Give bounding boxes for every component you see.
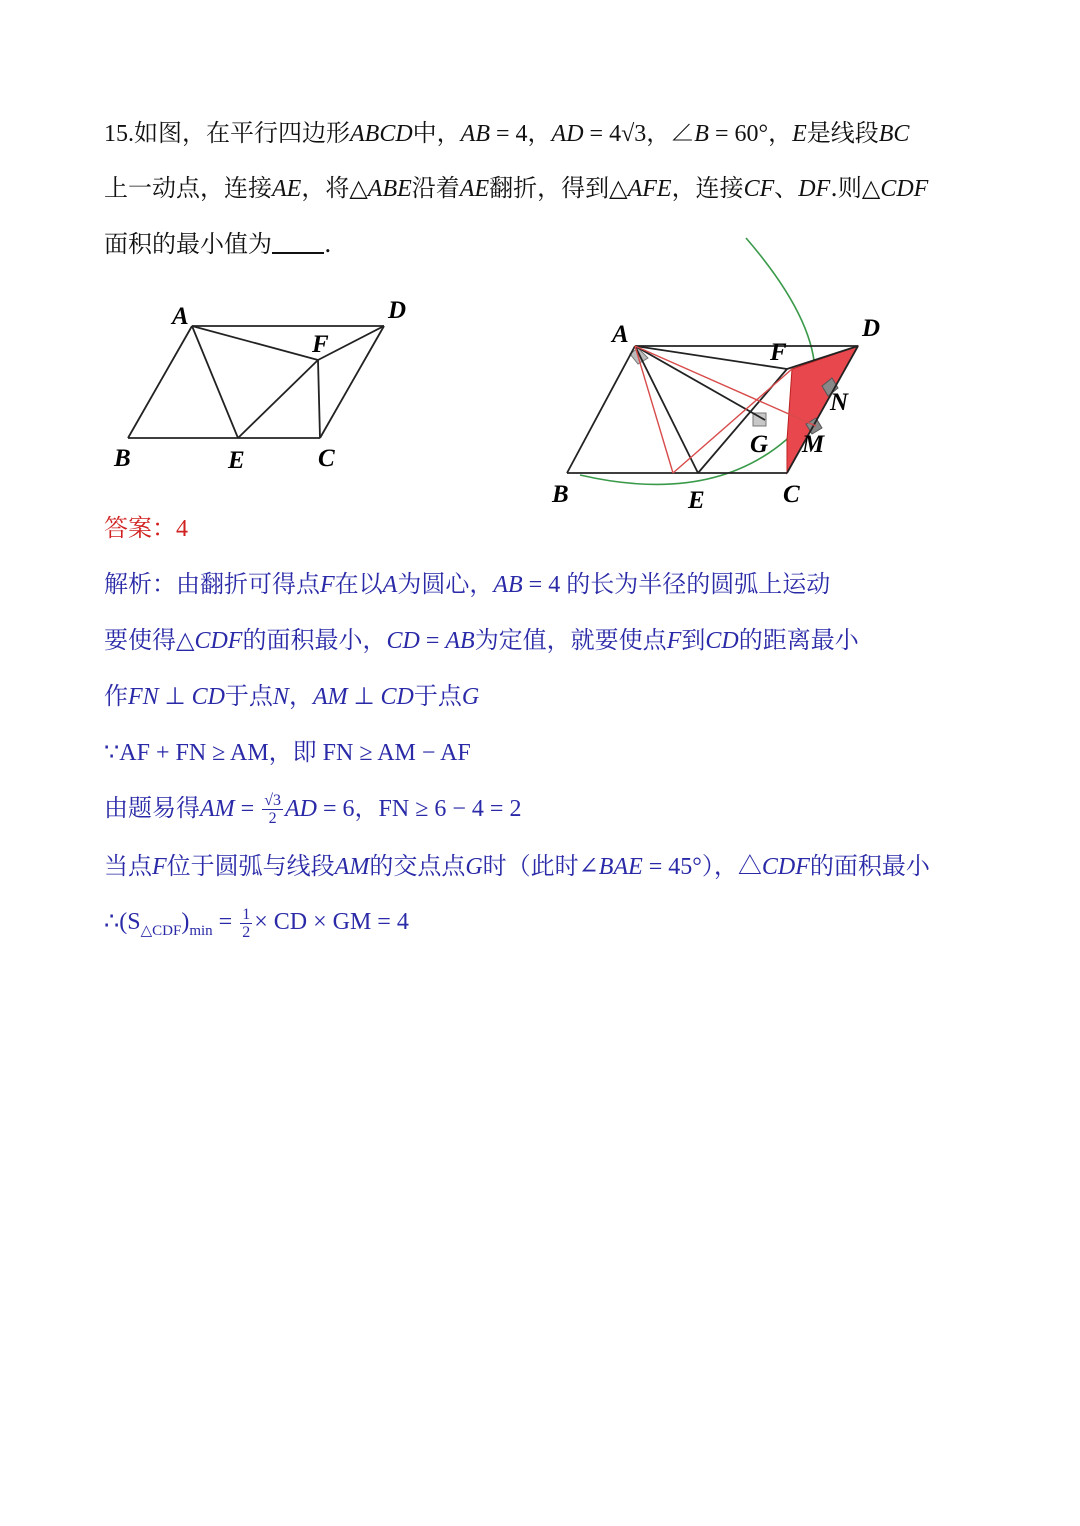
answer-blank	[272, 232, 324, 254]
figure-2	[540, 230, 900, 520]
solution-line-3: 作FN ⊥ CD于点N，AM ⊥ CD于点G	[104, 682, 480, 710]
answer-line: 答案：4	[104, 514, 188, 542]
solution-line-7: $\therefore(S_{\triangle CDF})_{min}$ = $\frac{1}{2}$ × CD × GM = 4	[104, 906, 409, 941]
fig2-label-g: G	[750, 431, 769, 458]
solution-line-1: 解析：由翻折可得点F在以A为圆心，AB = 4 的长为半径的圆弧上运动	[104, 570, 831, 598]
fig1-label-e: E	[228, 447, 245, 474]
fig2-label-m: M	[802, 431, 825, 458]
solution-line-4: ∵AF + FN ≥ AM，即 FN ≥ AM − AF	[104, 740, 471, 766]
fraction-one-half: $\frac{1}{2}$	[242, 906, 251, 941]
fraction-sqrt3-over-2: $\frac{√3}{2}$	[264, 792, 281, 827]
fig1-label-b: B	[114, 445, 131, 472]
fig1-label-c: C	[318, 445, 335, 472]
fig2-label-e: E	[688, 487, 705, 514]
fig2-label-d: D	[862, 315, 881, 342]
fig2-label-f: F	[770, 339, 787, 366]
fig1-label-a: A	[172, 303, 189, 330]
solution-line-5: 由题易得AM = $\frac{√3}{2}$ AD = 6，FN ≥ 6 − 4 = 2	[104, 792, 522, 827]
fig2-label-b: B	[552, 481, 569, 508]
fig2-label-n: N	[830, 389, 849, 416]
fig1-label-f: F	[312, 331, 329, 358]
solution-line-6: 当点F位于圆弧与线段AM的交点点G时（此时∠BAE = 45°），△CDF的面积最小	[104, 852, 930, 880]
fig1-label-d: D	[388, 297, 407, 324]
fig2-label-c: C	[783, 481, 800, 508]
problem-line-2: 上一动点，连接AE，将△ABE沿着AE翻折，得到△AFE，连接CF、DF.则△CDF	[104, 174, 929, 202]
problem-line-1: 15.如图，在平行四边形ABCD中，AB = 4，AD = 4√3，∠B = 60°，E是线段BC	[104, 119, 910, 147]
fig2-label-a: A	[612, 321, 629, 348]
solution-line-2: 要使得△CDF的面积最小，CD = AB为定值，就要使点F到CD的距离最小	[104, 626, 859, 654]
problem-line-3: 面积的最小值为 .	[104, 230, 332, 258]
figure-1	[100, 290, 430, 490]
